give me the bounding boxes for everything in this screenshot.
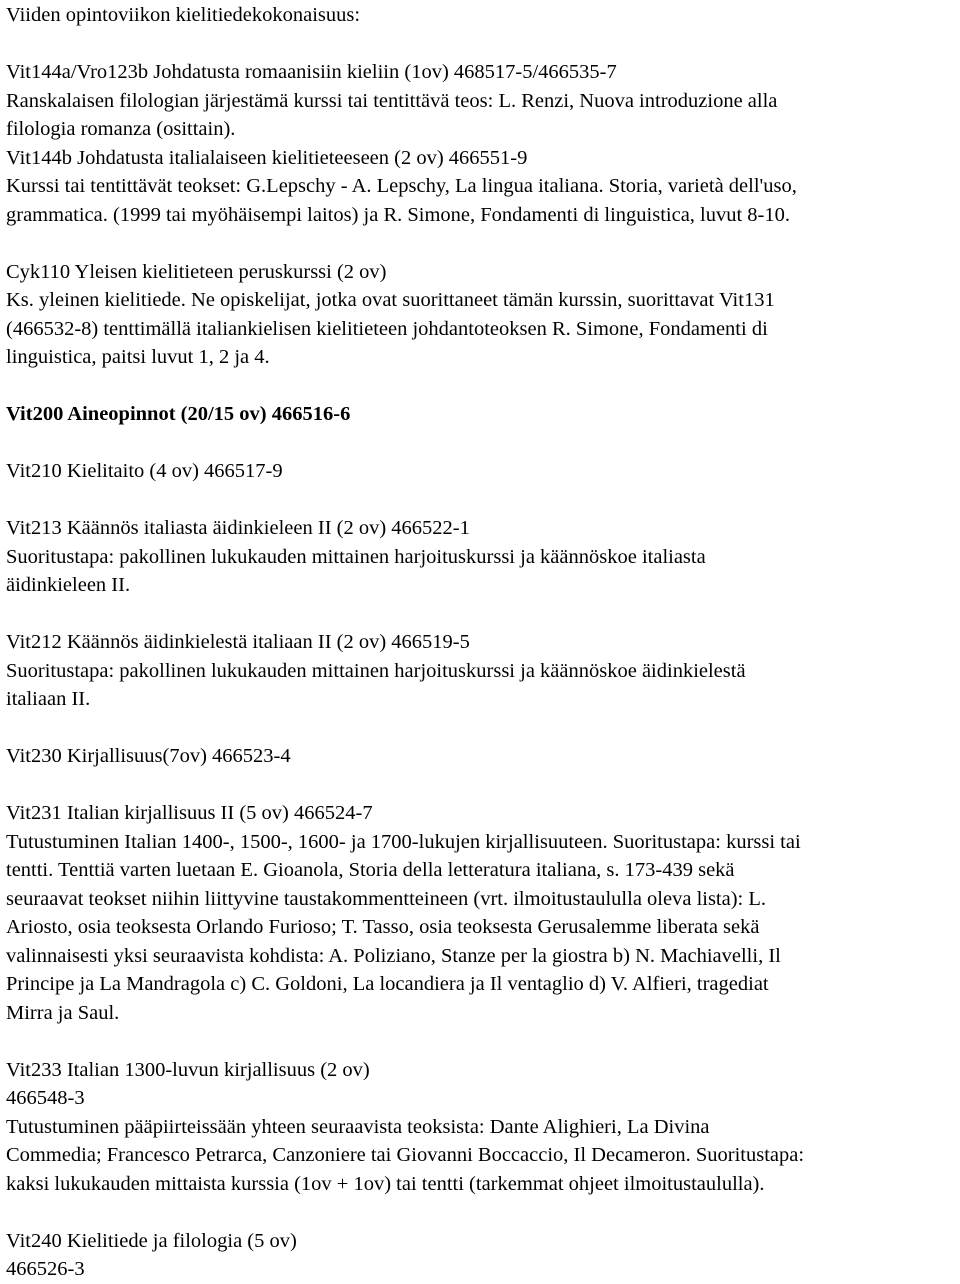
course-title: Vit144a/Vro123b Johdatusta romaanisiin kieliin (1ov) 468517-5/466535-7 (6, 61, 617, 83)
course-description-line: valinnaisesti yksi seuraavista kohdista: A. Poliziano, Stanze per la giostra b) N. Machiavelli, Il (6, 944, 781, 967)
course-description-line: Principe ja La Mandragola c) C. Goldoni, La locandiera ja Il ventaglio d) V. Alfieri, tragediat (6, 973, 769, 995)
course-description-line: Mirra ja Saul. (6, 1001, 120, 1024)
course-description-line: Kurssi tai tentittävät teokset: G.Lepschy - A. Lepschy, La lingua italiana. Storia, varietà dell'uso, (6, 175, 797, 197)
section-heading: Viiden opintoviikon kielitiedekokonaisuus: (6, 4, 361, 26)
course-title: Vit240 Kielitiede ja filologia (5 ov) (6, 1229, 297, 1252)
course-description-line: seuraavat teokset niihin liittyvine taustakommentteineen (vrt. ilmoitustaululla oleva lista): L. (6, 887, 767, 910)
section-title: Vit200 Aineopinnot (20/15 ov) 466516-6 (6, 403, 351, 425)
course-description-line: Ariosto, osia teoksesta Orlando Furioso; T. Tasso, osia teoksesta Gerusalemme liberata sekä (6, 916, 760, 938)
course-code: 466526-3 (6, 1258, 85, 1280)
course-title: Vit144b Johdatusta italialaiseen kielitieteeseen (2 ov) 466551-9 (6, 146, 528, 169)
course-description-line: linguistica, paitsi luvut 1, 2 ja 4. (6, 346, 270, 368)
course-description-line: äidinkieleen II. (6, 574, 131, 596)
course-description-line: Tutustuminen pääpiirteissään yhteen seuraavista teoksista: Dante Alighieri, La Divina (6, 1115, 710, 1138)
course-title: Vit230 Kirjallisuus(7ov) 466523-4 (6, 745, 291, 767)
course-title: Vit210 Kielitaito (4 ov) 466517-9 (6, 460, 283, 482)
course-description-line: grammatica. (1999 tai myöhäisempi laitos) ja R. Simone, Fondamenti di linguistica, luvut 8-10. (6, 203, 791, 226)
course-description-line: kaksi lukukauden mittaista kurssia (1ov + 1ov) tai tentti (tarkemmat ohjeet ilmoitustaululla). (6, 1172, 765, 1195)
course-title: Vit231 Italian kirjallisuus II (5 ov) 466524-7 (6, 802, 373, 824)
course-description-line: Ranskalaisen filologian järjestämä kurssi tai tentittävä teos: L. Renzi, Nuova introduzione alla (6, 89, 778, 112)
course-title: Cyk110 Yleisen kielitieteen peruskurssi (2 ov) (6, 260, 387, 283)
course-description-line: (466532-8) tenttimällä italiankielisen kielitieteen johdantoteoksen R. Simone, Fondamenti di (6, 317, 768, 340)
course-description-line: Tutustuminen Italian 1400-, 1500-, 1600- ja 1700-lukujen kirjallisuuteen. Suoritustapa: kurssi tai (6, 830, 801, 853)
course-title: Vit213 Käännös italiasta äidinkieleen II (2 ov) 466522-1 (6, 517, 470, 539)
course-description-line: filologia romanza (osittain). (6, 118, 236, 140)
course-description-line: Suoritustapa: pakollinen lukukauden mittainen harjoituskurssi ja käännöskoe italiasta (6, 545, 706, 568)
course-title: Vit212 Käännös äidinkielestä italiaan II (2 ov) 466519-5 (6, 631, 470, 653)
course-title: Vit233 Italian 1300-luvun kirjallisuus (2 ov) (6, 1058, 370, 1081)
course-description-line: Ks. yleinen kielitiede. Ne opiskelijat, jotka ovat suorittaneet tämän kurssin, suorittavat Vit131 (6, 289, 775, 311)
course-code: 466548-3 (6, 1087, 85, 1109)
course-description-line: italiaan II. (6, 688, 91, 710)
course-description-line: Commedia; Francesco Petrarca, Canzoniere tai Giovanni Boccaccio, Il Decameron. Suoritustapa: (6, 1144, 805, 1166)
course-description-line: tentti. Tenttiä varten luetaan E. Gioanola, Storia della letteratura italiana, s. 173-439 sekä (6, 859, 735, 881)
course-description-line: Suoritustapa: pakollinen lukukauden mittainen harjoituskurssi ja käännöskoe äidinkielestä (6, 659, 746, 682)
